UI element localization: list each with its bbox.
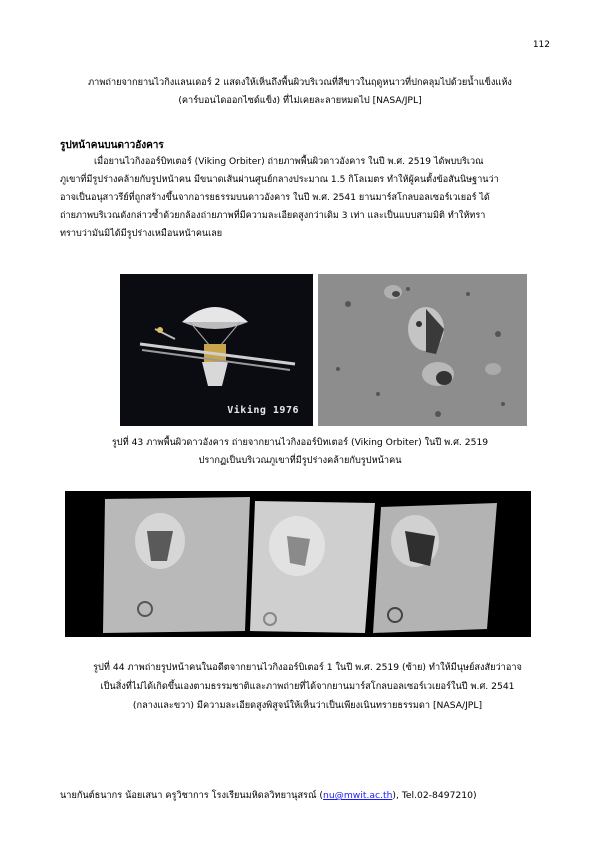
mars-face-image-1976	[318, 274, 527, 426]
paragraph-line-1: เมื่อยานไวกิงออร์บิทเตอร์ (Viking Orbiter) ถ่ายภาพพื้นผิวดาวอังคาร ในปี พ.ศ. 2519 ได้พบบริเวณ	[94, 157, 484, 167]
footer-author: นายกันต์ธนากร น้อยเสนา ครูวิชาการ โรงเรียนมหิดลวิทยานุสรณ์ (	[60, 790, 324, 801]
mars-surface-illustration	[318, 274, 527, 426]
figure-44	[65, 491, 531, 637]
paragraph-line-2: ภูเขาที่มีรูปร่างคล้ายกับรูปหน้าคน มีขนาดเส้นผ่านศูนย์กลางประมาณ 1.5 กิโลเมตร ทำให้ผู้คนตั้งข้อสันนิษฐานว่า	[60, 175, 499, 185]
section-heading: รูปหน้าคนบนดาวอังคาร	[60, 140, 164, 151]
page-number: 112	[532, 40, 550, 50]
figure-44-caption	[60, 658, 555, 715]
viking-image-label: Viking 1976	[227, 405, 299, 416]
body-paragraph	[60, 153, 555, 243]
top-caption-line-2: (คาร์บอนไดออกไซด์แข็ง) ที่ไม่เคยละลายหมดไป [NASA/JPL]	[178, 95, 422, 106]
figure-44-caption-line-1: รูปที่ 44 ภาพถ่ายรูปหน้าคนในอดีตจากยานไวกิงออร์บิเตอร์ 1 ในปี พ.ศ. 2519 (ซ้าย) ทำให้มีนุษย์สงสัยว่าอาจ	[93, 662, 522, 673]
figure-43	[120, 274, 527, 426]
viking-orbiter-image	[120, 274, 313, 426]
figure-44-caption-line-2: เป็นสิ่งที่ไม่ได้เกิดขึ้นเองตามธรรมชาติและภาพถ่ายที่ได้จากยานมาร์สโกลบอลเซอร์เวเยอร์ในปี พ.ศ. 2541	[100, 681, 515, 692]
top-caption-line-1: ภาพถ่ายจากยานไวกิงแลนเดอร์ 2 แสดงให้เห็นถึงพื้นผิวบริเวณที่สีขาวในฤดูหนาวที่ปกคลุมไปด้วยน้ำแข็งแห้ง	[88, 77, 512, 88]
figure-43-caption-line-1: รูปที่ 43 ภาพพื้นผิวดาวอังคาร ถ่ายจากยานไวกิงออร์บิทเตอร์ (Viking Orbiter) ในปี พ.ศ. 2519	[111, 437, 489, 448]
footer-tel: ), Tel.02-8497210)	[392, 790, 477, 801]
top-caption	[50, 74, 550, 110]
figure-43-caption-line-2: ปรากฏเป็นบริเวณภูเขาที่มีรูปร่างคล้ายกับรูปหน้าคน	[198, 455, 402, 466]
paragraph-line-5: ทราบว่ามันมิได้มีรูปร่างเหมือนหน้าคนเลย	[60, 229, 223, 239]
footer	[60, 788, 477, 803]
footer-email-link[interactable]: nu@mwit.ac.th	[323, 790, 393, 801]
figure-43-caption	[70, 434, 530, 470]
viking-orbiter-illustration	[120, 274, 313, 426]
paragraph-line-4: ถ่ายภาพบริเวณดังกล่าวซ้ำด้วยกล้องถ่ายภาพที่มีความละเอียดสูงกว่าเดิม 3 เท่า และเป็นแบบสามมิติ ทำให้ทรา	[60, 211, 486, 221]
figure-44-caption-line-3: (กลางและขวา) มีความละเอียดสูงพิสูจน์ให้เห็นว่าเป็นเพียงเนินทรายธรรมดา [NASA/JPL]	[132, 700, 483, 711]
paragraph-line-3: อาจเป็นอนุสาวรีย์ที่ถูกสร้างขึ้นจากอารยธรรมบนดาวอังคาร ในปี พ.ศ. 2541 ยานมาร์สโกลบอลเซอร์เวเยอร์ ได้	[60, 193, 490, 203]
mars-face-comparison-images	[65, 491, 531, 637]
